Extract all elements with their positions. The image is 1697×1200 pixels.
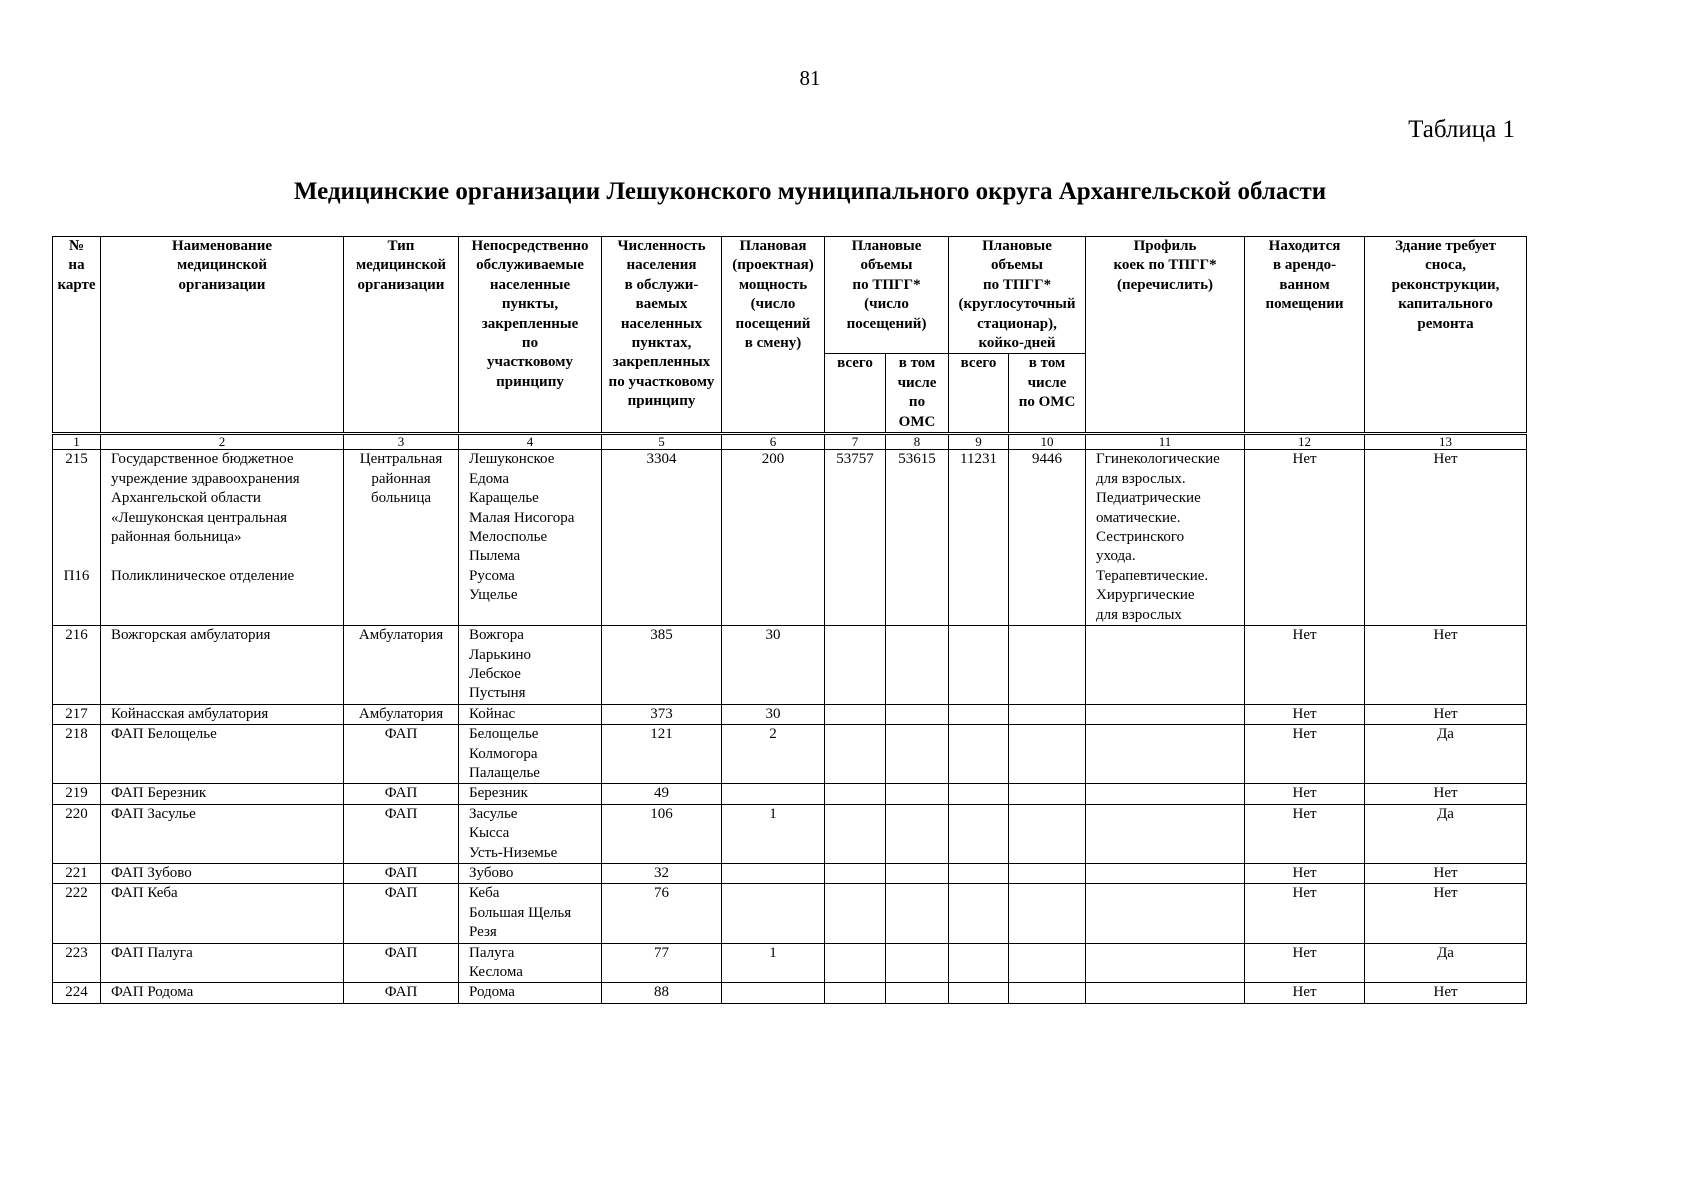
cell-org-name: Государственное бюджетное учреждение здравоохранения Архангельской области «Лешуконская центральная районная больница» Поликлиническое отделение [101, 450, 344, 626]
cell-bed-profile [1086, 943, 1245, 983]
header-visits-volume: Плановые объемы по ТПГГ* (число посещений) [825, 237, 949, 354]
cell-beds-oms [1009, 884, 1086, 943]
cell-beds-total [949, 784, 1009, 804]
cell-org-type: Амбулатория [344, 704, 459, 724]
cell-capacity: 200 [722, 450, 825, 626]
cell-beds-oms [1009, 626, 1086, 705]
column-number: 7 [825, 434, 886, 450]
table-row [53, 863, 1527, 883]
cell-beds-oms [1009, 804, 1086, 863]
cell-map-number: 215 П16 [53, 450, 101, 626]
cell-visits-oms [886, 725, 949, 784]
cell-beds-total [949, 804, 1009, 863]
cell-map-number: 224 [53, 983, 101, 1003]
cell-rented: Нет [1245, 784, 1365, 804]
column-number: 10 [1009, 434, 1086, 450]
cell-org-type: Центральная районная больница [344, 450, 459, 626]
cell-rented: Нет [1245, 704, 1365, 724]
cell-population: 76 [602, 884, 722, 943]
cell-map-number: 219 [53, 784, 101, 804]
cell-org-type: ФАП [344, 983, 459, 1003]
column-number: 12 [1245, 434, 1365, 450]
cell-beds-oms [1009, 704, 1086, 724]
column-number: 4 [459, 434, 602, 450]
cell-settlements: Родома [459, 983, 602, 1003]
table-row [53, 943, 1527, 983]
cell-population: 385 [602, 626, 722, 705]
cell-capacity: 30 [722, 626, 825, 705]
cell-visits-total [825, 983, 886, 1003]
cell-repair-required: Нет [1365, 704, 1527, 724]
cell-repair-required: Нет [1365, 784, 1527, 804]
table-label: Таблица 1 [1408, 116, 1515, 143]
cell-rented: Нет [1245, 725, 1365, 784]
header-repair-required: Здание требует сноса, реконструкции, капитального ремонта [1365, 237, 1527, 434]
cell-settlements: Койнас [459, 704, 602, 724]
cell-capacity [722, 784, 825, 804]
column-number: 8 [886, 434, 949, 450]
cell-visits-oms [886, 784, 949, 804]
cell-visits-oms [886, 983, 949, 1003]
cell-visits-total [825, 626, 886, 705]
cell-map-number: 217 [53, 704, 101, 724]
cell-beds-oms [1009, 863, 1086, 883]
cell-settlements: Белощелье Колмогора Палащелье [459, 725, 602, 784]
cell-beds-total [949, 863, 1009, 883]
header-population: Численность населения в обслужи- ваемых населенных пунктах, закрепленных по участковому принципу [602, 237, 722, 434]
cell-bed-profile [1086, 626, 1245, 705]
header-beds-volume: Плановые объемы по ТПГГ* (круглосуточный стационар), койко-дней [949, 237, 1086, 354]
header-rented: Находится в арендо- ванном помещении [1245, 237, 1365, 434]
cell-org-name: ФАП Белощелье [101, 725, 344, 784]
header-beds-oms: в том числе по ОМС [1009, 354, 1086, 434]
header-visits-total: всего [825, 354, 886, 434]
cell-population: 49 [602, 784, 722, 804]
cell-beds-oms [1009, 943, 1086, 983]
cell-repair-required: Да [1365, 725, 1527, 784]
cell-bed-profile [1086, 884, 1245, 943]
cell-beds-total [949, 725, 1009, 784]
cell-population: 106 [602, 804, 722, 863]
cell-bed-profile [1086, 983, 1245, 1003]
cell-map-number: 216 [53, 626, 101, 705]
column-number-row [53, 434, 1527, 450]
cell-population: 32 [602, 863, 722, 883]
cell-beds-total [949, 704, 1009, 724]
cell-rented: Нет [1245, 983, 1365, 1003]
column-number: 2 [101, 434, 344, 450]
cell-beds-oms [1009, 725, 1086, 784]
cell-org-name: Койнасская амбулатория [101, 704, 344, 724]
cell-capacity [722, 983, 825, 1003]
cell-beds-oms: 9446 [1009, 450, 1086, 626]
cell-population: 121 [602, 725, 722, 784]
table-row [53, 983, 1527, 1003]
cell-org-name: ФАП Кеба [101, 884, 344, 943]
cell-org-name: ФАП Засулье [101, 804, 344, 863]
cell-capacity: 30 [722, 704, 825, 724]
cell-visits-total [825, 943, 886, 983]
cell-bed-profile [1086, 725, 1245, 784]
cell-capacity [722, 884, 825, 943]
table-row [53, 884, 1527, 943]
cell-bed-profile: Ггинекологические для взрослых. Педиатрические оматические. Сестринского ухода. Терапевтические. Хирургические для взрослых [1086, 450, 1245, 626]
cell-beds-total [949, 983, 1009, 1003]
cell-beds-oms [1009, 784, 1086, 804]
cell-visits-oms [886, 884, 949, 943]
cell-beds-total [949, 626, 1009, 705]
table-row [53, 804, 1527, 863]
cell-visits-total: 53757 [825, 450, 886, 626]
table-row [53, 704, 1527, 724]
cell-rented: Нет [1245, 943, 1365, 983]
cell-repair-required: Нет [1365, 863, 1527, 883]
cell-org-type: ФАП [344, 804, 459, 863]
column-number: 1 [53, 434, 101, 450]
cell-bed-profile [1086, 804, 1245, 863]
cell-visits-oms [886, 804, 949, 863]
cell-bed-profile [1086, 784, 1245, 804]
cell-settlements: Кеба Большая Щелья Резя [459, 884, 602, 943]
cell-population: 3304 [602, 450, 722, 626]
column-number: 11 [1086, 434, 1245, 450]
column-number: 3 [344, 434, 459, 450]
cell-repair-required: Нет [1365, 626, 1527, 705]
cell-repair-required: Да [1365, 943, 1527, 983]
cell-beds-oms [1009, 983, 1086, 1003]
header-bed-profile: Профиль коек по ТПГГ* (перечислить) [1086, 237, 1245, 434]
cell-rented: Нет [1245, 863, 1365, 883]
column-number: 6 [722, 434, 825, 450]
cell-org-type: ФАП [344, 725, 459, 784]
cell-settlements: Вожгора Ларькино Лебское Пустыня [459, 626, 602, 705]
cell-map-number: 221 [53, 863, 101, 883]
cell-org-name: ФАП Родома [101, 983, 344, 1003]
cell-settlements: Засулье Кысса Усть-Низемье [459, 804, 602, 863]
cell-settlements: Палуга Кеслома [459, 943, 602, 983]
header-map-number: № на карте [53, 237, 101, 434]
cell-org-type: ФАП [344, 784, 459, 804]
cell-visits-oms [886, 943, 949, 983]
cell-capacity: 2 [722, 725, 825, 784]
cell-repair-required: Нет [1365, 884, 1527, 943]
cell-capacity: 1 [722, 804, 825, 863]
cell-repair-required: Нет [1365, 983, 1527, 1003]
cell-capacity: 1 [722, 943, 825, 983]
cell-beds-total [949, 943, 1009, 983]
cell-org-name: ФАП Березник [101, 784, 344, 804]
table-row [53, 626, 1527, 705]
table-row [53, 450, 1527, 626]
cell-bed-profile [1086, 704, 1245, 724]
cell-visits-total [825, 804, 886, 863]
cell-org-type: Амбулатория [344, 626, 459, 705]
cell-org-type: ФАП [344, 863, 459, 883]
table-body [53, 450, 1527, 1003]
cell-bed-profile [1086, 863, 1245, 883]
cell-org-type: ФАП [344, 884, 459, 943]
cell-settlements: Березник [459, 784, 602, 804]
table-row [53, 725, 1527, 784]
cell-rented: Нет [1245, 450, 1365, 626]
header-beds-total: всего [949, 354, 1009, 434]
header-org-name: Наименование медицинской организации [101, 237, 344, 434]
cell-beds-total: 11231 [949, 450, 1009, 626]
cell-visits-total [825, 784, 886, 804]
cell-visits-oms: 53615 [886, 450, 949, 626]
cell-map-number: 223 [53, 943, 101, 983]
cell-population: 373 [602, 704, 722, 724]
cell-repair-required: Да [1365, 804, 1527, 863]
page-number: 81 [799, 66, 821, 90]
cell-map-number: 218 [53, 725, 101, 784]
table-header [53, 237, 1527, 450]
cell-map-number: 222 [53, 884, 101, 943]
cell-org-name: ФАП Палуга [101, 943, 344, 983]
cell-beds-total [949, 884, 1009, 943]
cell-map-number: 220 [53, 804, 101, 863]
cell-visits-total [825, 863, 886, 883]
header-visits-oms: в том числе по ОМС [886, 354, 949, 434]
cell-settlements: Лешуконское Едома Каращелье Малая Нисогора Мелосполье Пылема Русома Ущелье [459, 450, 602, 626]
cell-capacity [722, 863, 825, 883]
cell-visits-total [825, 884, 886, 943]
column-number: 5 [602, 434, 722, 450]
cell-visits-oms [886, 863, 949, 883]
header-capacity: Плановая (проектная) мощность (число посещений в смену) [722, 237, 825, 434]
document-title: Медицинские организации Лешуконского муниципального округа Архангельской области [293, 178, 1327, 205]
cell-rented: Нет [1245, 804, 1365, 863]
cell-settlements: Зубово [459, 863, 602, 883]
header-settlements: Непосредственно обслуживаемые населенные пункты, закрепленные по участковому принципу [459, 237, 602, 434]
table-row [53, 784, 1527, 804]
cell-repair-required: Нет [1365, 450, 1527, 626]
header-org-type: Тип медицинской организации [344, 237, 459, 434]
cell-population: 77 [602, 943, 722, 983]
cell-visits-total [825, 725, 886, 784]
cell-org-type: ФАП [344, 943, 459, 983]
organizations-table [52, 236, 1527, 1004]
cell-rented: Нет [1245, 884, 1365, 943]
cell-rented: Нет [1245, 626, 1365, 705]
column-number: 13 [1365, 434, 1527, 450]
cell-visits-total [825, 704, 886, 724]
cell-org-name: ФАП Зубово [101, 863, 344, 883]
cell-visits-oms [886, 626, 949, 705]
column-number: 9 [949, 434, 1009, 450]
cell-visits-oms [886, 704, 949, 724]
cell-population: 88 [602, 983, 722, 1003]
cell-org-name: Вожгорская амбулатория [101, 626, 344, 705]
